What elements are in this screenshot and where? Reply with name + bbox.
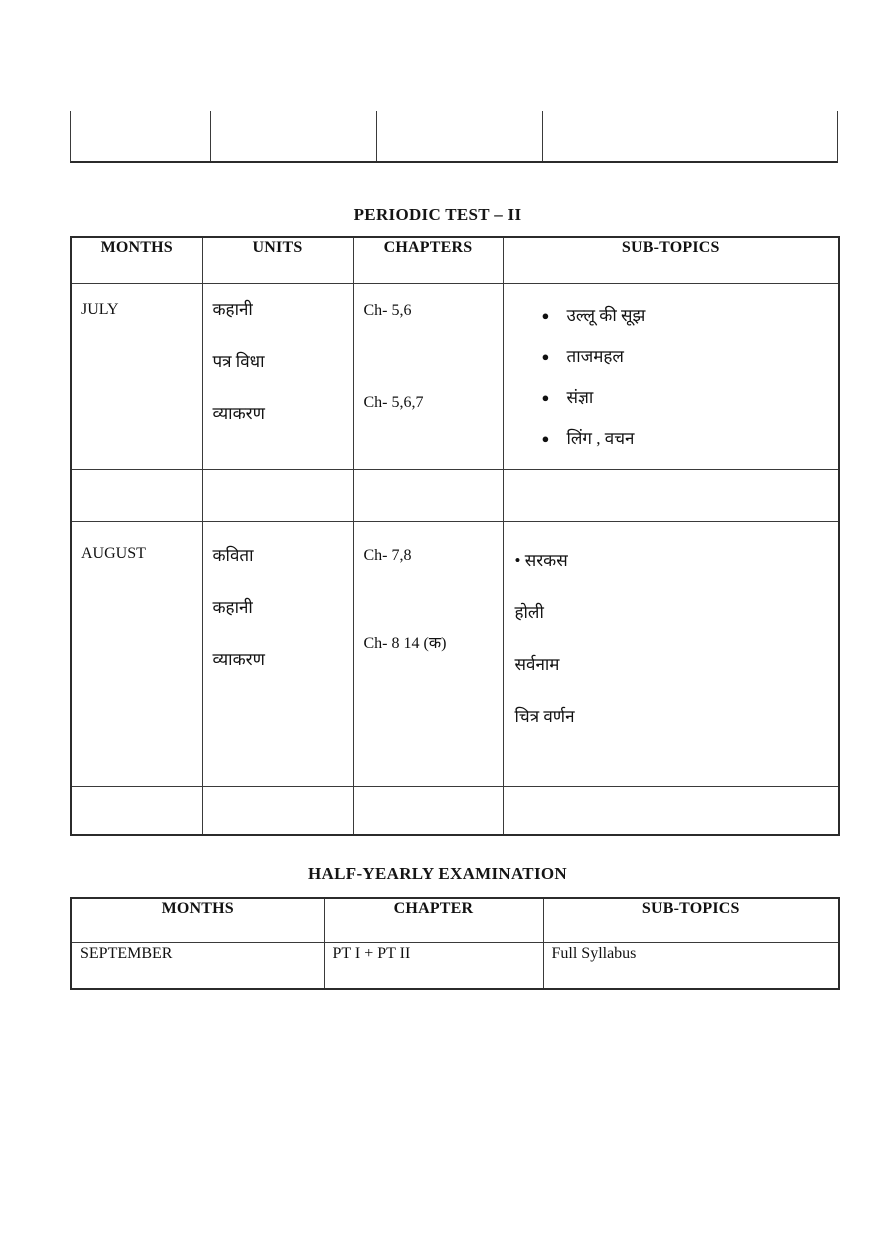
chapter-item: Ch- 7,8: [363, 546, 412, 564]
subtopics-cell: [503, 283, 839, 469]
subtopic-item: सर्वनाम: [514, 654, 560, 674]
column-header-subtopics: SUB-TOPICS: [543, 898, 839, 942]
subtopic-label: संज्ञा: [566, 387, 594, 407]
empty-cell: [71, 469, 202, 521]
column-header-chapter: CHAPTER: [324, 898, 543, 942]
previous-table-fragment: [70, 111, 838, 163]
subtopic-item: [542, 305, 835, 327]
empty-cell: [503, 469, 839, 521]
half-yearly-table: [70, 897, 840, 990]
chapters-cell: [353, 283, 503, 469]
month-cell: SEPTEMBER: [71, 942, 324, 989]
table-row-august: [71, 521, 839, 786]
empty-row: [71, 786, 839, 835]
empty-row: [71, 469, 839, 521]
unit-item: व्याकरण: [212, 403, 265, 423]
unit-item: कहानी: [212, 597, 253, 617]
empty-cell: [543, 111, 837, 161]
half-yearly-title: HALF-YEARLY EXAMINATION: [308, 864, 567, 883]
column-header-chapters: CHAPTERS: [353, 237, 503, 283]
unit-item: व्याकरण: [212, 649, 265, 669]
empty-cell: [202, 469, 353, 521]
unit-item: पत्र विधा: [212, 351, 265, 371]
month-cell: AUGUST: [71, 521, 202, 786]
bullet-icon: ●: [541, 348, 550, 364]
unit-item: कविता: [212, 545, 254, 565]
chapter-item: Ch- 5,6,7: [363, 393, 424, 411]
subtopic-label: लिंग , वचन: [566, 428, 635, 448]
chapter-cell: PT I + PT II: [324, 942, 543, 989]
subtopics-cell: Full Syllabus: [543, 942, 839, 989]
empty-cell: [503, 786, 839, 835]
bullet-icon: ●: [541, 389, 550, 405]
column-header-months: MONTHS: [71, 898, 324, 942]
bullet-icon: ●: [541, 307, 550, 323]
subtopic-item: चित्र वर्णन: [514, 706, 575, 726]
empty-cell: [71, 111, 211, 161]
periodic-test-title: PERIODIC TEST – II: [353, 205, 522, 224]
empty-cell: [202, 786, 353, 835]
subtopic-item: [542, 428, 835, 450]
subtopic-item: [542, 387, 835, 409]
empty-cell: [377, 111, 543, 161]
subtopic-item: • सरकस: [514, 550, 568, 570]
units-cell: [202, 283, 353, 469]
month-cell: JULY: [71, 283, 202, 469]
chapters-cell: [353, 521, 503, 786]
subtopics-cell: [503, 521, 839, 786]
column-header-months: MONTHS: [71, 237, 202, 283]
subtopic-item: [542, 346, 835, 368]
table-row-september: [71, 942, 839, 989]
table-header-row: [71, 237, 839, 283]
empty-cell: [353, 469, 503, 521]
subtopic-item: होली: [514, 602, 544, 622]
empty-cell: [71, 786, 202, 835]
periodic-test-table: [70, 236, 840, 836]
bullet-icon: ●: [541, 430, 550, 446]
column-header-subtopics: SUB-TOPICS: [503, 237, 839, 283]
column-header-units: UNITS: [202, 237, 353, 283]
subtopic-label: ताजमहल: [566, 346, 624, 366]
chapter-item: Ch- 8 14 (क): [363, 634, 447, 652]
units-cell: [202, 521, 353, 786]
unit-item: कहानी: [212, 299, 253, 319]
chapter-item: Ch- 5,6: [363, 301, 412, 319]
table-row-july: [71, 283, 839, 469]
empty-cell: [211, 111, 377, 161]
table-header-row: [71, 898, 839, 942]
empty-cell: [353, 786, 503, 835]
subtopic-label: उल्लू की सूझ: [566, 305, 646, 325]
